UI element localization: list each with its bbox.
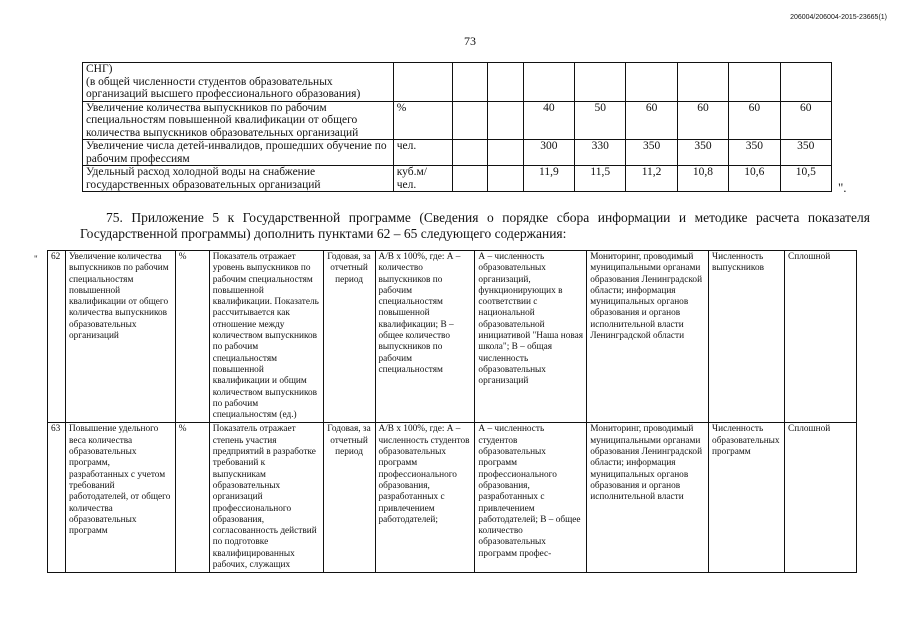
cell-formula: А/В х 100%, где: А – количество выпускников по рабочим специальностям повышенной квалификации; В – общее количество выпускников по рабочим специальностям [375,251,475,423]
indicator-value: 60 [780,101,831,140]
indicator-row [83,101,832,140]
indicator-value [780,63,831,102]
methodology-row [48,251,857,423]
indicator-value: 350 [729,140,780,166]
indicator-value: 330 [575,140,626,166]
indicator-value [453,63,488,102]
indicator-value: 350 [677,140,728,166]
cell-components: А – численность образовательных организаций, функционирующих в соответствии с национальной образовательной инициативой "Наша новая школа"; В – общая численность образовательных организаций [475,251,587,423]
indicator-value [575,63,626,102]
cell-definition: Показатель отражает степень участия предприятий в разработке требований к выпускникам образовательных организаций профессионального образования, согласованность действий по подготовке квалифицированных рабочих, служащих [209,423,323,573]
indicator-value: 10,5 [780,166,831,192]
indicator-value [488,101,523,140]
cell-method: Мониторинг, проводимый муниципальными органами образования Ленинградской области; информация муниципальных органов образования и органов исполнительной власти Ленинградской области [587,251,709,423]
indicator-value [626,63,677,102]
indicator-value: 10,6 [729,166,780,192]
indicator-value: 350 [626,140,677,166]
methodology-row [48,423,857,573]
cell-definition: Показатель отражает уровень выпускников по рабочим специальностям повышенной квалификации. Показатель рассчитывается как отношение между количеством выпускников по рабочим специальностям повышенной квалификации и общим количеством выпускников по рабочим специальностям (ед.) [209,251,323,423]
indicator-row [83,166,832,192]
indicator-row [83,63,832,102]
indicators-table [82,62,832,192]
cell-num: 63 [48,423,66,573]
indicator-unit: чел. [393,140,452,166]
cell-coverage: Сплошной [785,423,857,573]
indicator-unit [393,63,452,102]
indicator-value: 60 [677,101,728,140]
indicator-value: 10,8 [677,166,728,192]
cell-unit: % [175,423,209,573]
indicator-value [729,63,780,102]
cell-name: Увеличение количества выпускников по рабочим специальностям повышенной квалификации от общего количества выпускников образовательных организаций [65,251,175,423]
closing-quote: ". [838,180,847,195]
cell-object: Численность выпускников [709,251,785,423]
indicator-value: 40 [523,101,574,140]
indicator-value: 11,2 [626,166,677,192]
opening-quote: " [34,254,38,264]
indicator-value [453,166,488,192]
indicator-unit: куб.м/ чел. [393,166,452,192]
indicator-value [488,63,523,102]
indicator-value: 11,9 [523,166,574,192]
indicator-label: СНГ) (в общей численности студентов образовательных организаций высшего профессионального образования) [83,63,394,102]
indicator-label: Увеличение количества выпускников по рабочим специальностям повышенной квалификации от общего количества выпускников образовательных организаций [83,101,394,140]
cell-num: 62 [48,251,66,423]
cell-name: Повышение удельного веса количества образовательных программ, разработанных с учетом требований работодателей, от общего количества образовательных программ [65,423,175,573]
indicator-unit: % [393,101,452,140]
cell-method: Мониторинг, проводимый муниципальными органами образования Ленинградской области; информация муниципальных органов образования и органов исполнительной власти [587,423,709,573]
cell-object: Численность образовательных программ [709,423,785,573]
amendment-paragraph [80,210,870,242]
indicator-value [453,140,488,166]
indicator-value [488,140,523,166]
page-number: 73 [464,34,476,48]
indicator-label: Удельный расход холодной воды на снабжение государственных образовательных организаций [83,166,394,192]
cell-unit: % [175,251,209,423]
cell-formula: А/В х 100%, где: А – численность студентов образовательных программ профессионального образования, разработанных с привлечением работодателей; [375,423,475,573]
indicator-value: 60 [729,101,780,140]
cell-components: А – численность студентов образовательных программ профессионального образования, разработанных с привлечением работодателей; В – общее количество образовательных программ профес- [475,423,587,573]
cell-period: Годовая, за отчетный период [323,423,375,573]
document-id: 206004/206004-2015-23665(1) [790,14,887,21]
indicator-value: 50 [575,101,626,140]
indicator-value [453,101,488,140]
indicator-value: 60 [626,101,677,140]
indicator-value [488,166,523,192]
indicator-value: 300 [523,140,574,166]
indicator-value [523,63,574,102]
cell-coverage: Сплошной [785,251,857,423]
indicator-row [83,140,832,166]
indicator-value [677,63,728,102]
methodology-table [47,250,857,573]
indicator-label: Увеличение числа детей-инвалидов, прошедших обучение по рабочим профессиям [83,140,394,166]
indicator-value: 350 [780,140,831,166]
indicator-value: 11,5 [575,166,626,192]
cell-period: Годовая, за отчетный период [323,251,375,423]
paragraph-text: 75. Приложение 5 к Государственной программе (Сведения о порядке сбора информации и методике расчета показателя Государственной программы) дополнить пунктами 62 – 65 следующего содержания: [80,210,870,241]
